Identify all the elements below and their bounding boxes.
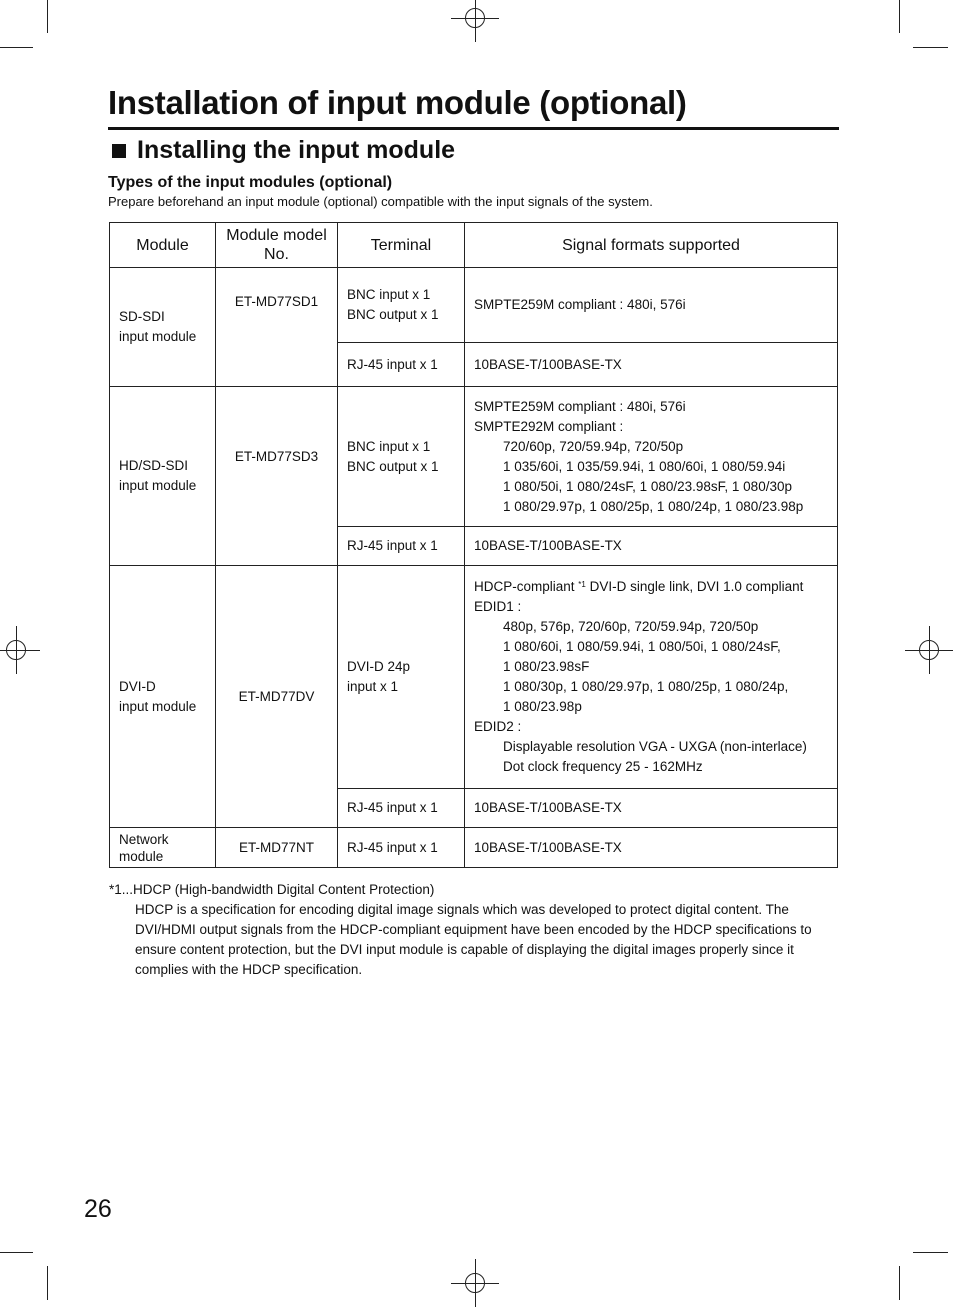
crop-mark (0, 47, 33, 48)
footnote-heading: *1...HDCP (High-bandwidth Digital Content Protection) (109, 882, 435, 897)
page-title: Installation of input module (optional) (108, 84, 687, 121)
terminal: RJ-45 input x 1 (338, 789, 465, 828)
crop-mark (0, 1252, 33, 1253)
module-name: HD/SD-SDI input module (110, 387, 216, 566)
title-rule (108, 127, 839, 130)
terminal: RJ-45 input x 1 (338, 527, 465, 566)
terminal: RJ-45 input x 1 (338, 828, 465, 868)
crop-mark (913, 1252, 948, 1253)
table-row (110, 387, 838, 527)
registration-mark-top (451, 0, 499, 42)
signal-formats: 10BASE-T/100BASE-TX (465, 789, 838, 828)
intro-text: Prepare beforehand an input module (optional) compatible with the input signals of the system. (108, 194, 653, 209)
footnote-body: HDCP is a specification for encoding digital image signals which was developed to protect digital content. The DVI/HDMI output signals from the HDCP-compliant equipment have been encoded by the HDCP specifications to ensure content protection, but the DVI input module is capable of displaying the digital images properly since it complies with the HDCP specification. (135, 902, 812, 977)
terminal: BNC input x 1 BNC output x 1 (338, 268, 465, 343)
page-number: 26 (84, 1195, 112, 1223)
registration-mark-right (905, 626, 953, 674)
crop-mark (899, 0, 900, 33)
module-name: Network module (110, 828, 216, 868)
model-number: ET-MD77DV (216, 566, 338, 828)
model-number: ET-MD77NT (216, 828, 338, 868)
footnote-ref: *1 (578, 580, 586, 589)
signal-formats: 10BASE-T/100BASE-TX (465, 343, 838, 387)
module-name: SD-SDI input module (110, 268, 216, 387)
terminal: RJ-45 input x 1 (338, 343, 465, 387)
registration-mark-left (0, 626, 40, 674)
crop-mark (899, 1266, 900, 1300)
signal-formats: SMPTE259M compliant : 480i, 576i (465, 268, 838, 343)
signal-formats: SMPTE259M compliant : 480i, 576i SMPTE292M compliant : 720/60p, 720/59.94p, 720/50p 1 035/60i, 1 035/59.94i, 1 080/60i, 1 080/59.94i 1 080/50i, 1 080/24sF, 1 080/23.98sF, 1 080/30p 1 080/29.97p, 1 080/25p, 1 080/24p, 1 080/23.98p (465, 387, 838, 527)
terminal: BNC input x 1 BNC output x 1 (338, 387, 465, 527)
table-header-row (110, 223, 838, 268)
footnote (109, 880, 844, 980)
signal-formats: 10BASE-T/100BASE-TX (465, 527, 838, 566)
section-title (112, 136, 455, 165)
crop-mark (47, 1266, 48, 1300)
crop-mark (47, 0, 48, 33)
terminal: DVI-D 24p input x 1 (338, 566, 465, 789)
header-module: Module (110, 223, 216, 268)
signal-formats: HDCP-compliant $^{*1}$ DVI-D single link, DVI 1.0 compliant EDID1 : 480p, 576p, 720/60p, 720/59.94p, 720/50p 1 080/60i, 1 080/59.94i, 1 080/50i, 1 080/24sF, 1 080/23.98sF 1 080/30p, 1 080/29.97p, 1 080/25p, 1 080/24p, 1 080/23.98p EDID2 : Displayable resolution VGA - UXGA (non-interlace) Dot clock frequency 25 - 162MHz (465, 566, 838, 789)
crop-mark (913, 47, 948, 48)
section-title-text: Installing the input module (137, 136, 456, 164)
table-row (110, 268, 838, 343)
subsection-title: Types of the input modules (optional) (108, 174, 393, 191)
header-signal: Signal formats supported (465, 223, 838, 268)
signal-formats: 10BASE-T/100BASE-TX (465, 828, 838, 868)
table-row (110, 828, 838, 868)
header-model: Module model No. (216, 223, 338, 268)
input-modules-table (109, 222, 838, 868)
model-number: ET-MD77SD1 (216, 268, 338, 387)
model-number: ET-MD77SD3 (216, 387, 338, 566)
table-row (110, 566, 838, 789)
module-name: DVI-D input module (110, 566, 216, 828)
header-terminal: Terminal (338, 223, 465, 268)
black-square-icon (112, 144, 126, 158)
